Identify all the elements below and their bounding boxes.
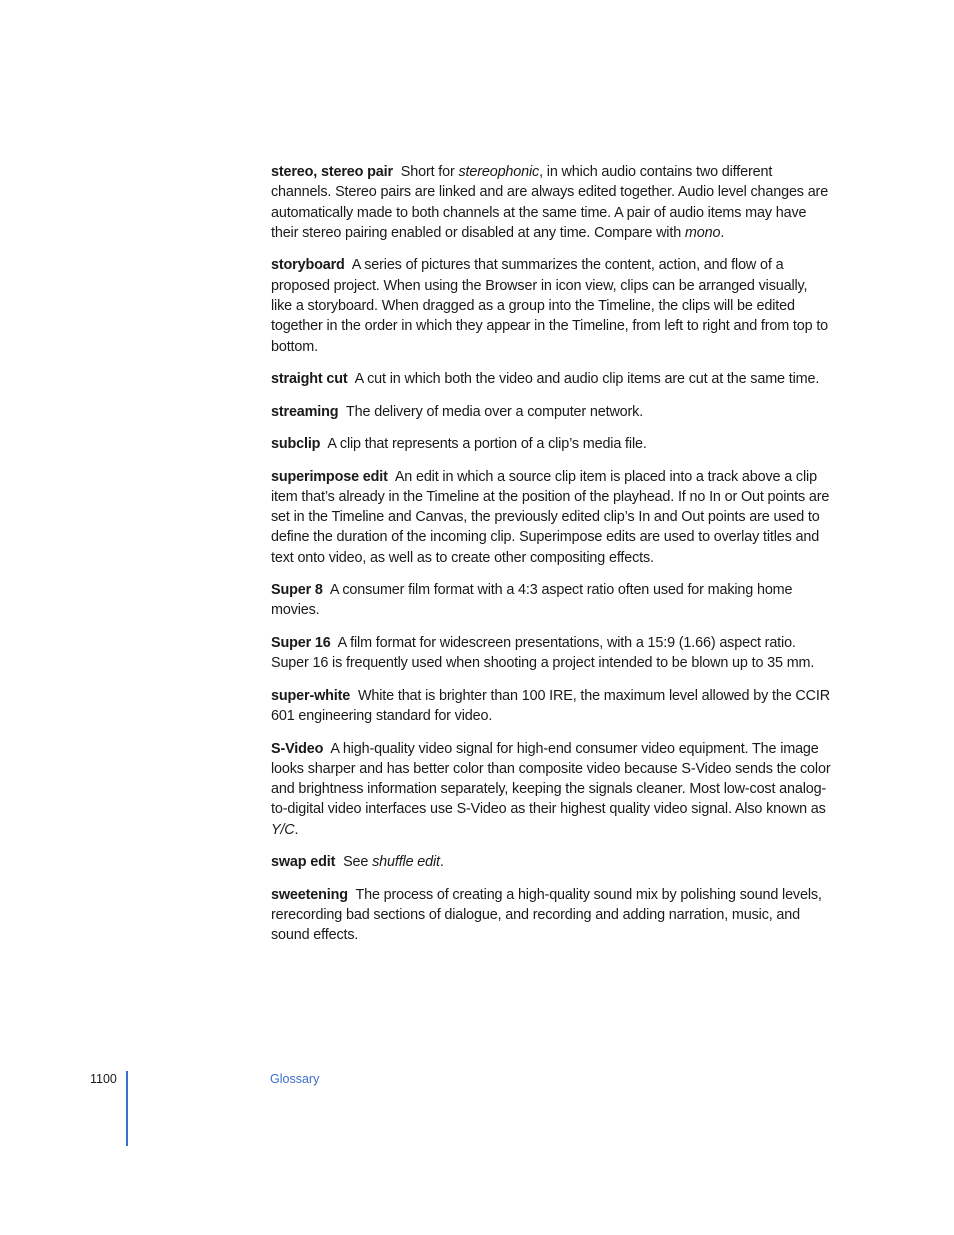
definition-text: A consumer film format with a 4:3 aspect ratio often used for making home movies. (271, 582, 793, 619)
glossary-definition (271, 688, 830, 724)
glossary-definition (271, 887, 822, 944)
glossary-definition (327, 436, 646, 452)
glossary-term: Super 16 (271, 634, 331, 651)
glossary-term: straight cut (271, 371, 348, 388)
definition-text: See (343, 854, 373, 871)
glossary-term: stereo, stereo pair (271, 164, 393, 180)
glossary-term: S-Video (271, 740, 324, 757)
definition-text: A clip that represents a portion of a clip’s media file. (327, 436, 647, 453)
definition-text: A film format for widescreen presentations, with a 15:9 (1.66) aspect ratio. Super 16 is frequently used when shooting a project intended to be blown up to 35 mm. (271, 634, 815, 672)
cross-reference: Y/C (271, 821, 295, 838)
glossary-entry (271, 633, 831, 674)
glossary-definition (271, 257, 828, 354)
glossary-term: Super 8 (271, 582, 323, 599)
glossary-definition (271, 741, 830, 838)
glossary-entry (271, 162, 831, 243)
glossary-term: streaming (271, 403, 339, 420)
glossary-definition (346, 404, 643, 420)
definition-text: A series of pictures that summarizes the content, action, and flow of a proposed project. When using the Browser in icon view, clips can be arranged visually, like a storyboard. When dragged as a group into the Timeline, the clips will be edited together in the order in which they appear in the Timeline, from left to right and from top to bottom. (271, 257, 829, 355)
definition-text: . (720, 224, 725, 241)
definition-text: A high-quality video signal for high-end consumer video equipment. The image looks sharper and has better color than composite video because S-Video sends the color and brightness information separately, keeping the signals cleaner. Most low-cost analog-to-digital video interfaces use S-Video as their highest quality video signal. Also known as (271, 740, 831, 818)
cross-reference: stereophonic (458, 164, 540, 180)
glossary-term: swap edit (271, 854, 336, 871)
glossary-entry (271, 885, 831, 946)
cross-reference: mono (684, 224, 721, 241)
glossary-definition (355, 371, 820, 387)
definition-text: The process of creating a high-quality sound mix by polishing sound levels, rerecording bad sections of dialogue, and recording and adding narration, music, and sound effects. (271, 886, 822, 944)
footer-divider (126, 1071, 128, 1146)
glossary-definition (343, 854, 444, 870)
page-number: 1100 (90, 1072, 117, 1086)
glossary-entry (271, 369, 831, 389)
cross-reference: shuffle edit (372, 854, 440, 871)
glossary-term: subclip (271, 436, 321, 453)
definition-text: The delivery of media over a computer network. (346, 403, 644, 420)
glossary-term: sweetening (271, 886, 348, 903)
glossary-definition (271, 582, 792, 618)
definition-text: White that is brighter than 100 IRE, the maximum level allowed by the CCIR 601 engineering standard for video. (271, 687, 830, 725)
glossary-entry (271, 686, 831, 727)
glossary-entry (271, 467, 831, 568)
glossary-term: superimpose edit (271, 468, 388, 485)
section-link[interactable]: Glossary (270, 1072, 320, 1086)
definition-text: A cut in which both the video and audio clip items are cut at the same time. (354, 371, 820, 388)
glossary-entry (271, 402, 831, 422)
glossary-entry (271, 852, 831, 872)
glossary-entry (271, 434, 831, 454)
definition-text: , in which audio contains two different channels. Stereo pairs are linked and are always edited together. Audio level changes are automatically made to both channels at the same time. A pair of audio items may have their stereo pairing enabled or disabled at any time. Compare with (271, 164, 829, 241)
glossary-definition (271, 635, 814, 671)
definition-text: . (294, 821, 299, 838)
glossary-entry (271, 255, 831, 356)
definition-text: An edit in which a source clip item is placed into a track above a clip item that’s already in the Timeline at the position of the playhead. If no In or Out points are set in the Timeline and Canvas, the previously edited clip’s In and Out points are used to define the duration of the incoming clip. Superimpose edits are used to overlay titles and text onto video, as well as to create other compositing effects. (271, 468, 830, 566)
definition-text: . (439, 854, 444, 871)
definition-text: Short for (400, 164, 459, 180)
glossary-term: super-white (271, 687, 351, 704)
glossary-entry (271, 739, 831, 840)
glossary-term: storyboard (271, 257, 345, 274)
glossary-content (271, 162, 831, 958)
glossary-entry (271, 580, 831, 621)
